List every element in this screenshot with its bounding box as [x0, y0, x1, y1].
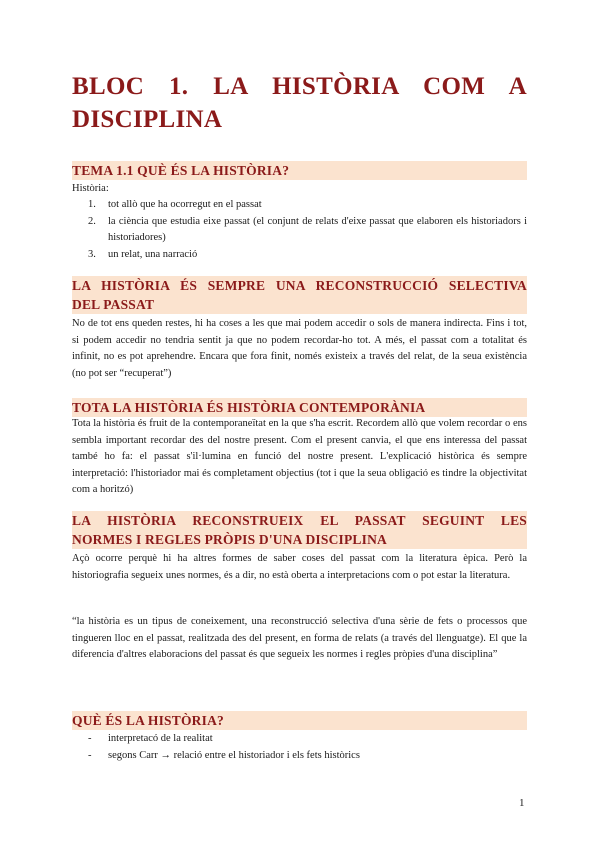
bullet-list — [72, 731, 527, 764]
section-heading-reconstruccio: LA HISTÒRIA ÉS SEMPRE UNA RECONSTRUCCIÓ SELECTIVA DEL PASSAT — [72, 278, 527, 312]
numbered-list — [72, 197, 527, 263]
quote-paragraph: “la història es un tipus de coneixement, una reconstrucció selectiva d'una sèrie de fets o processos que tingueren lloc en el passat, realitzada des del present, en forma de relats (a través del llenguatge). El que la diferencia d'altres elaboracions del passat és que segueix les normes i regles pròpies d'una disciplina” — [72, 616, 527, 660]
list-item: 3. un relat, una narració — [88, 248, 198, 260]
section-paragraph: No de tot ens queden restes, hi ha coses a les que mai podem accedir o sols de manera indirecta. Fins i tot, si podem accedir no tendria sentit ja que no podem recordar-ho tot. A més, el passat com a totalitat és infinit, no es pot aprehendre. Encara que fora finit, només existeix a través del relat, de la seua existència (no pot ser “recuperat”) — [72, 318, 527, 379]
list-item: - segons Carr → relació entre el historiador i els fets històrics — [88, 749, 360, 761]
section-heading-contemporania: TOTA LA HISTÒRIA ÉS HISTÒRIA CONTEMPORÀNIA — [72, 398, 527, 417]
page-number: 1 — [519, 797, 525, 809]
list-item: 2. la ciència que estudia eixe passat (el conjunt de relats d'eixe passat que elaboren els historiadors i historiadores) — [88, 215, 527, 243]
section-paragraph: Açò ocorre perquè hi ha altres formes de saber coses del passat com la literatura èpica. Però la historiografia segueix unes normes, és a dir, no està oberta a interpretacions com o pot estar la literatura. — [72, 553, 527, 581]
list-item: 1. tot allò que ha ocorregut en el passat — [88, 199, 262, 210]
section-paragraph: Tota la història és fruit de la contemporaneïtat en la que s'ha escrit. Recordem allò que volem recordar o ens sembla important recordar des del nostre present. Com el present canvia, el que ens interessa del passat també ho fa: el passat s'il·lumina en funció del nostre present. L'explicació històrica és sempre interpretació: l'historiador mai és completament objectius (tot i que la seua obligació es tindre la objectivitat com a horitzó) — [72, 418, 527, 495]
section-heading-que-es: QUÈ ÉS LA HISTÒRIA? — [72, 711, 527, 730]
title-line-1: BLOC 1. LA HISTÒRIA COM A — [72, 73, 527, 100]
list-item: - interpretacó de la realitat — [88, 733, 213, 744]
page-title — [72, 70, 527, 136]
section-heading-tema-1-1: TEMA 1.1 QUÈ ÉS LA HISTÒRIA? — [72, 161, 527, 180]
title-line-2: DISCIPLINA — [72, 106, 223, 133]
section-intro: Història: — [72, 183, 109, 194]
section-heading-normes: LA HISTÒRIA RECONSTRUEIX EL PASSAT SEGUINT LES NORMES I REGLES PRÒPIS D'UNA DISCIPLINA — [72, 513, 527, 547]
